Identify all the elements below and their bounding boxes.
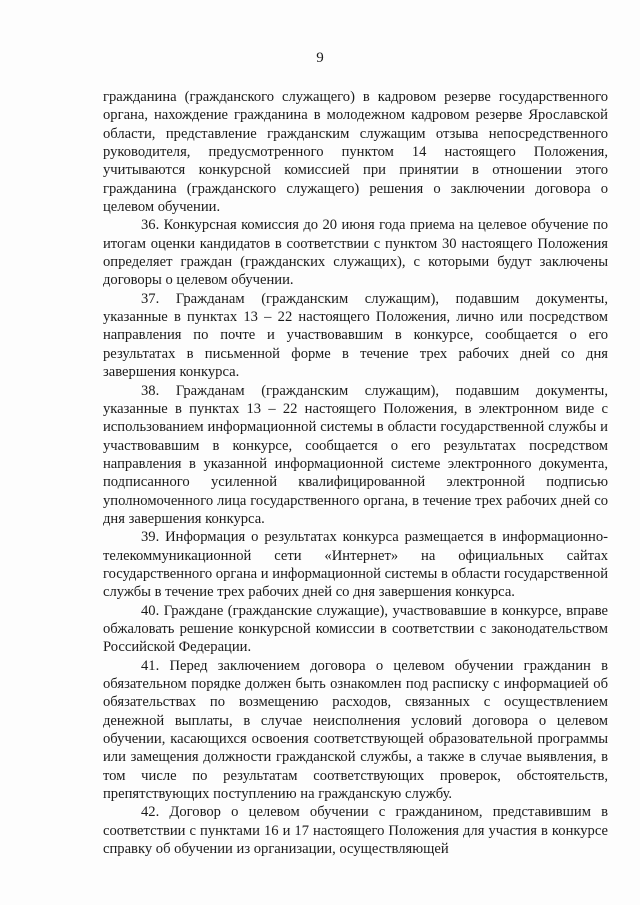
paragraph-36: 36. Конкурсная комиссия до 20 июня года приема на целевое обучение по итогам оценки кандидатов в соответствии с пунктом 30 настоящего Положения определяет граждан (гражданских служащих), с которыми будут заключены договоры о целевом обучении. xyxy=(103,217,608,289)
paragraph-39: 39. Информация о результатах конкурса размещается в информационно-телекоммуникационной сети «Интернет» на официальных сайтах государственного органа и информационной системы в области государственной службы в течение трех рабочих дней со дня завершения конкурса. xyxy=(103,529,608,601)
paragraph-40: 40. Граждане (гражданские служащие), участвовавшие в конкурсе, вправе обжаловать решение конкурсной комиссии в соответствии с законодательством Российской Федерации. xyxy=(103,602,608,656)
paragraph-continuation: гражданина (гражданского служащего) в кадровом резерве государственного органа, нахождение гражданина в молодежном кадровом резерве Ярославской области, представление гражданским служащим отзыва непосредственного руководителя, предусмотренного пунктом 14 настоящего Положения, учитываются конкурсной комиссией при принятии в отношении этого гражданина (гражданского служащего) решения о заключении договора о целевом обучении. xyxy=(103,89,608,216)
page-number: 9 xyxy=(316,50,324,66)
paragraph-42: 42. Договор о целевом обучении с гражданином, представившим в соответствии с пунктами 16 и 17 настоящего Положения для участия в конкурсе справку об обучении из организации, осуществляющей xyxy=(103,804,608,858)
paragraph-37: 37. Гражданам (гражданским служащим), подавшим документы, указанные в пунктах 13 – 22 настоящего Положения, лично или посредством направления по почте и участвовавшим в конкурсе, сообщается о его результатах в письменной форме в течение трех рабочих дней со дня завершения конкурса. xyxy=(103,290,608,381)
paragraph-41: 41. Перед заключением договора о целевом обучении гражданин в обязательном порядке должен быть ознакомлен под расписку с информацией об обязательствах по возмещению расходов, связанных с осуществлением денежной выплаты, в случае неисполнения условий договора о целевом обучении, касающихся освоения соответствующей образовательной программы или замещения должности гражданской службы, а также в случае выявления, в том числе по результатам соответствующих проверок, обстоятельств, препятствующих поступлению на гражданскую службу. xyxy=(103,657,608,803)
document-body xyxy=(103,88,608,858)
paragraph-38: 38. Гражданам (гражданским служащим), подавшим документы, указанные в пунктах 13 – 22 настоящего Положения, в электронном виде с использованием информационной системы в области государственной службы и участвовавшим в конкурсе, сообщается о его результатах посредством направления в указанной информационной системе электронного документа, подписанного усиленной квалифицированной электронной подписью уполномоченного лица государственного органа, в течение трех рабочих дней со дня завершения конкурса. xyxy=(103,382,608,527)
